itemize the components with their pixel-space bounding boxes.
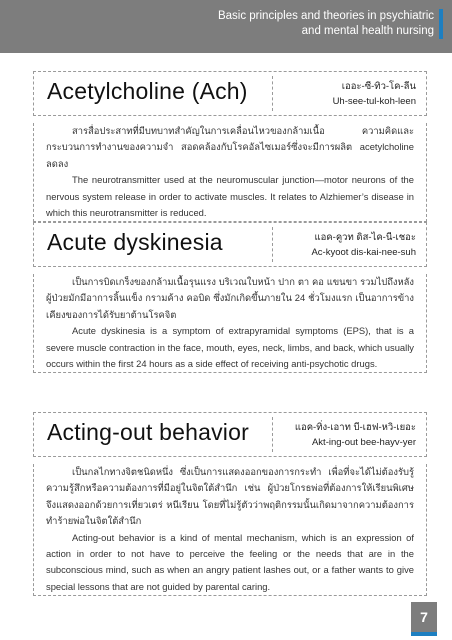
pronunciation-thai: แอค-ทิ่ง-เอาท บี-เฮฟ-หวิ-เยอะ — [294, 422, 416, 433]
pronunciation-thai: แอค-คูวท ดิส-ไค-นี-เชอะ — [314, 232, 416, 243]
header-title — [218, 9, 434, 39]
entry-pronunciation — [333, 79, 416, 109]
pronunciation-roman: Uh-see-tul-koh-leen — [332, 96, 416, 107]
entry-english-text: Acute dyskinesia is a symptom of extrapyramidal symptoms (EPS), that is a severe muscle contraction in the face, mouth, eyes, neck, limbs, and back, which usually occurs within the first 24 hours as a side effect of receiving anti-psychotic drugs. — [46, 325, 414, 370]
page-number: 7 — [411, 602, 437, 632]
header-title-line1: Basic principles and theories in psychiatric — [217, 10, 434, 22]
pronunciation-roman: Akt-ing-out bee-hayv-yer — [311, 437, 416, 448]
entry-term: Acetylcholine (Ach) — [47, 78, 248, 104]
entry-term: Acute dyskinesia — [47, 229, 223, 255]
page-number-accent-bar — [411, 632, 437, 636]
page-header — [0, 0, 452, 53]
entry-title-box — [33, 412, 427, 457]
title-divider — [272, 76, 273, 111]
title-divider — [272, 417, 273, 452]
header-title-line2: and mental health nursing — [301, 25, 434, 37]
header-accent-bar — [439, 9, 443, 39]
entry-term: Acting-out behavior — [47, 419, 249, 445]
glossary-entry — [33, 412, 427, 596]
entry-english-text: The neurotransmitter used at the neuromuscular junction—motor neurons of the nervous system release in order to activate muscles. It relates to Alzhiemer’s disease in which this neurotransmitter is reduced. — [46, 174, 414, 219]
entry-title-box — [33, 222, 427, 267]
title-divider — [272, 227, 273, 262]
entry-title-box — [33, 71, 427, 116]
entry-thai-text: สารสื่อประสาทที่มีบทบาทสำคัญในการเคลื่อนไหวของกล้ามเนื้อ ความคิดและกระบวนการทำงานของความจำ สอดคล้องกับโรคอัลไซเมอร์ซึ่งจะมีการผลิต acetylcholine ลดลง — [46, 125, 414, 169]
pronunciation-roman: Ac-kyoot dis-kai-nee-suh — [311, 247, 416, 258]
entry-thai-text: เป็นกลไกทางจิตชนิดหนึ่ง ซึ่งเป็นการแสดงออกของการกระทำ เพื่อที่จะได้ไม่ต้องรับรู้ความรู้สึกหรือความต้องการที่มีอยู่ในจิตใต้สำนึก เช่น ผู้ป่วยโกรธพ่อที่ต้องการให้เรียนพิเศษ จึงแสดงออกด้วยการเที่ยวเตร่ หนีเรียน โดยที่ไม่รู้ตัวว่าพฤติกรรมนั้นเกิดมาจากความต้องการทำร้ายพ่อในจิตใต้สำนึก — [46, 466, 414, 527]
entry-body — [33, 123, 427, 222]
entry-body — [33, 464, 427, 596]
entry-body — [33, 274, 427, 373]
entry-thai-text: เป็นการบิดเกร็งของกล้ามเนื้อรุนแรง บริเวณใบหน้า ปาก ตา คอ แขนขา รวมไปถึงหลัง ผู้ป่วยมักมีอาการลิ้นแข็ง กรามค้าง คอบิด ซึ่งมักเกิดขึ้นภายใน 24 ชั่วโมงแรก เป็นอาการข้างเคียงของการได้รับยาต้านโรคจิต — [46, 276, 414, 320]
entry-pronunciation — [295, 420, 416, 450]
entry-english-text: Acting-out behavior is a kind of mental mechanism, which is an expression of action in order to not have to perceive the feeling or the needs that are in the subconscious mind, such as when an angry patient lashes out, or a father wants to give special lessons that are not guided by parental caring. — [46, 531, 414, 592]
glossary-entry — [33, 222, 427, 373]
pronunciation-thai: เออะ-ซี-ทิว-โค-ลีน — [341, 81, 416, 92]
entry-pronunciation — [311, 230, 416, 260]
glossary-entry — [33, 71, 427, 222]
